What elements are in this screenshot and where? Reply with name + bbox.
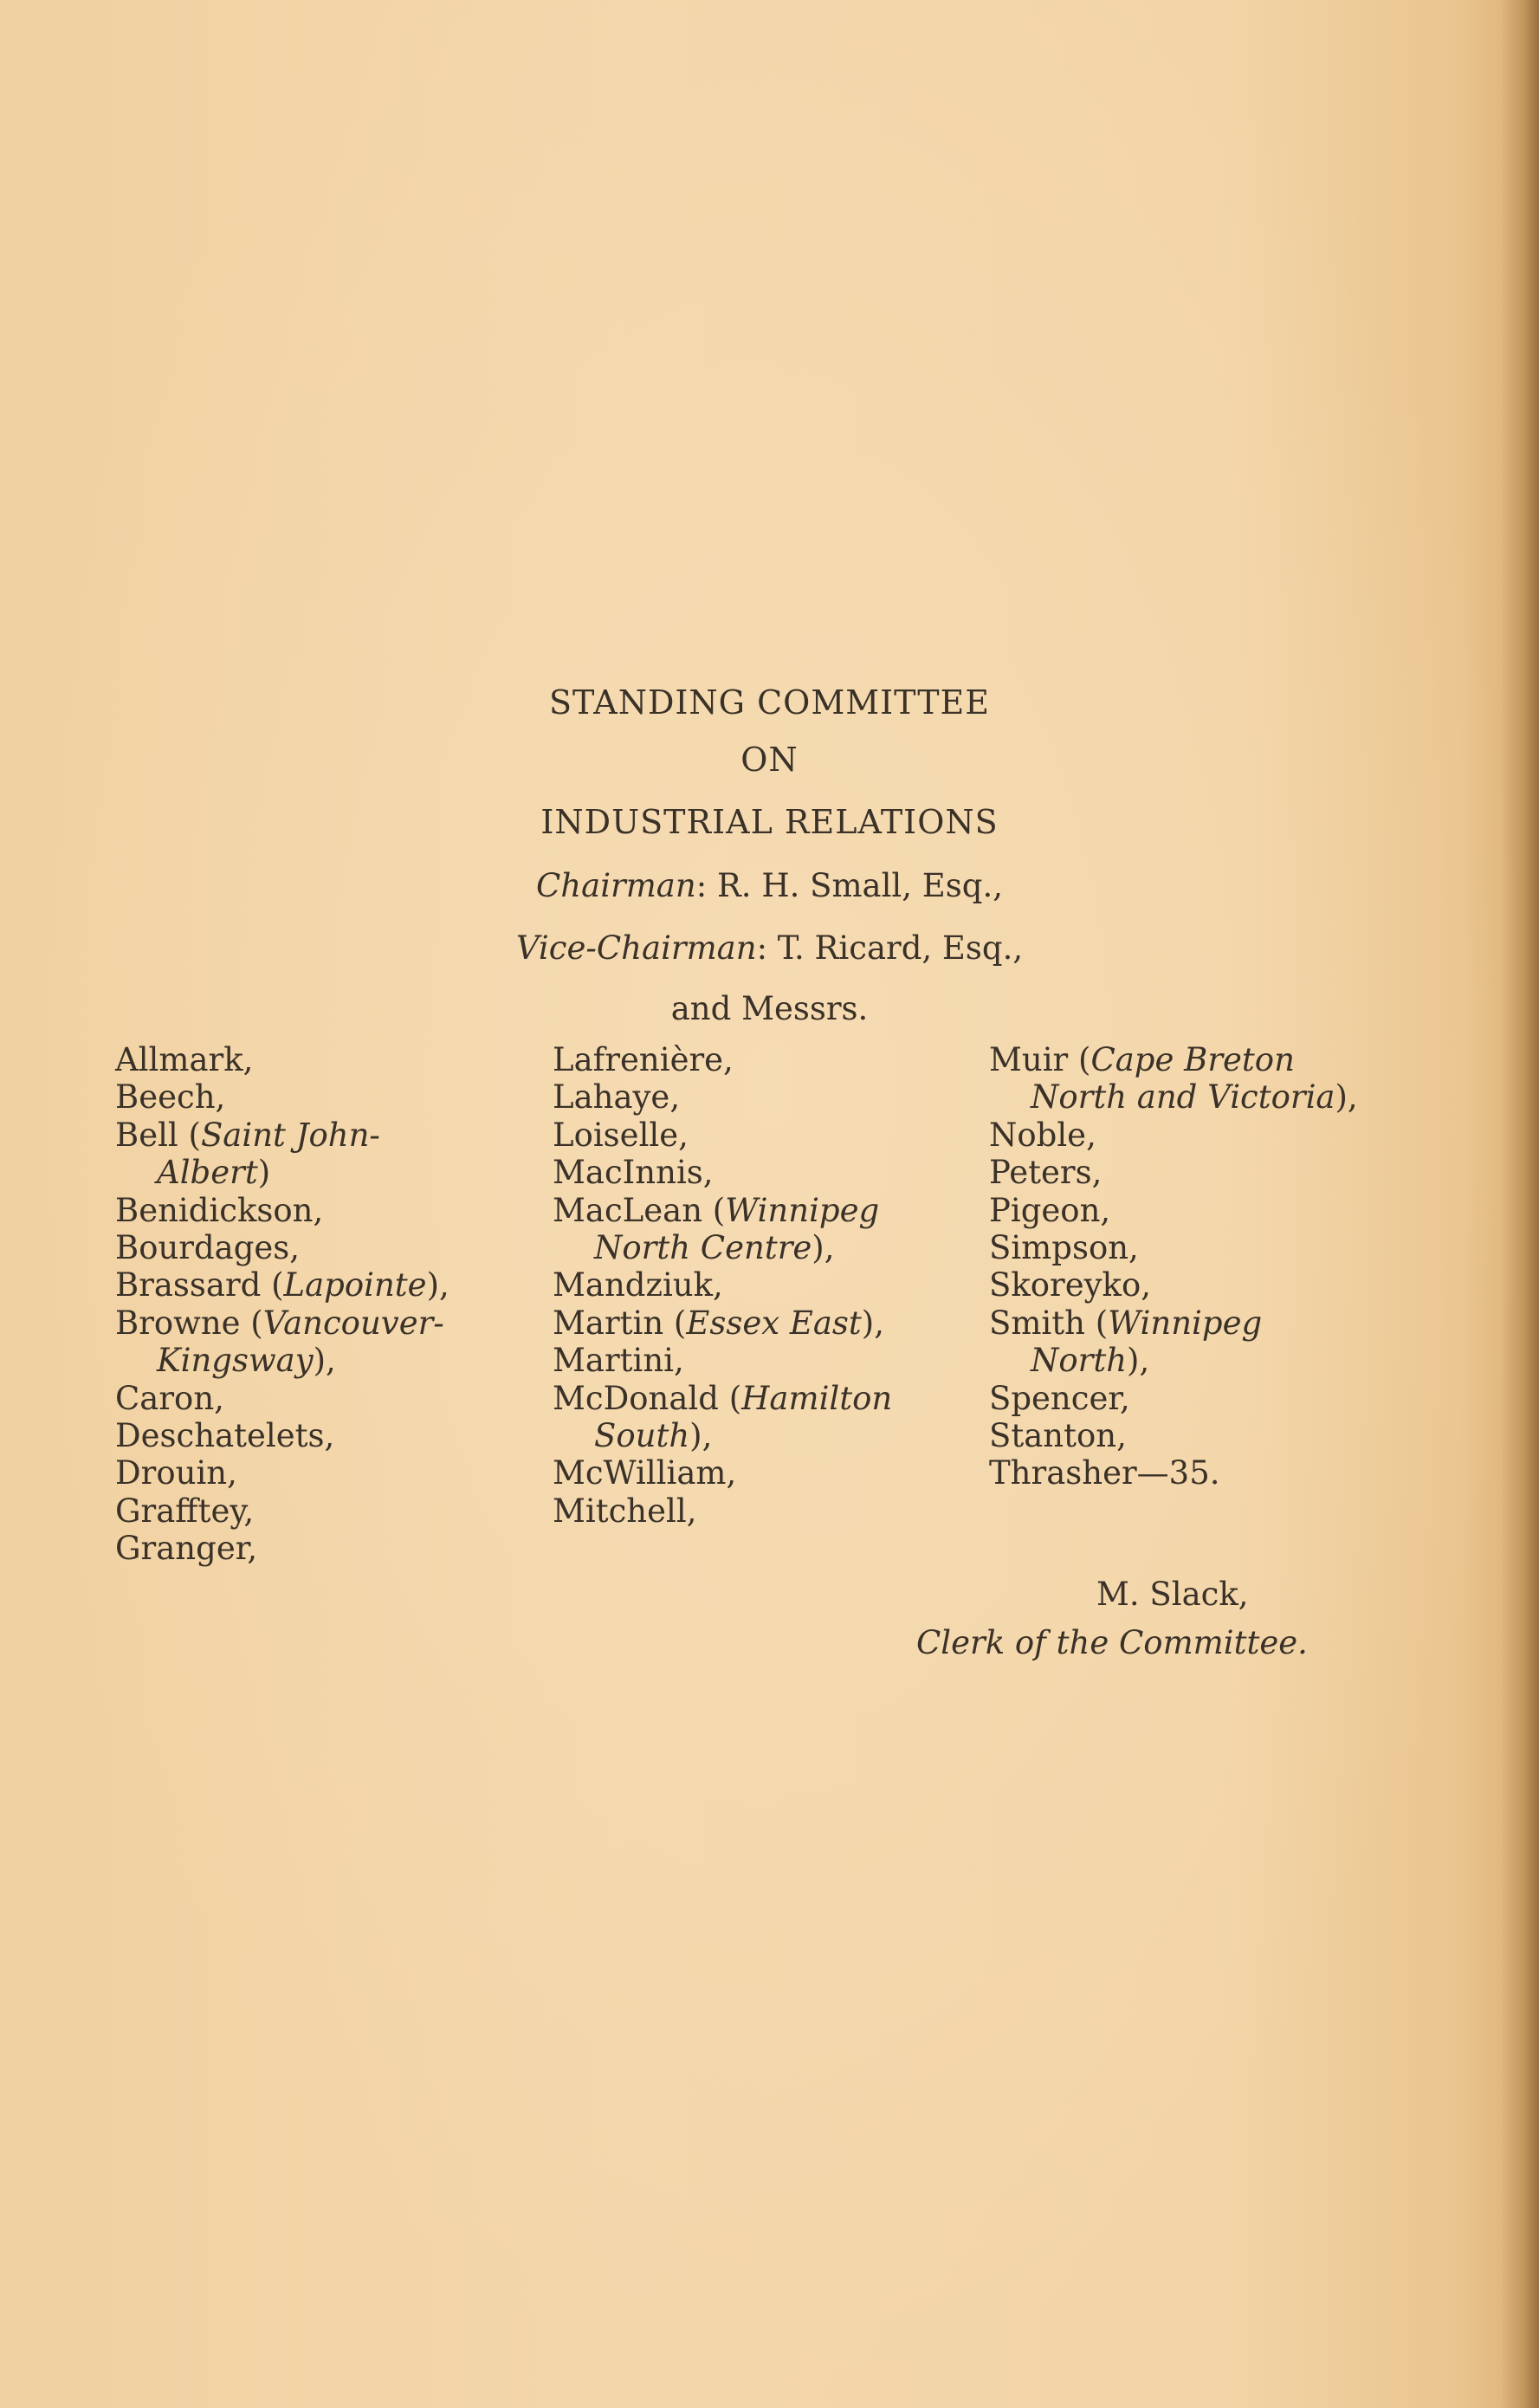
riding-name: Lapointe [283,1266,427,1304]
vice-chairman-line: Vice-Chairman: T. Ricard, Esq., [515,929,1024,967]
riding-name: Saint John- [200,1116,380,1154]
member-name: Muir (Cape Breton [989,1041,1295,1078]
member-name: Noble, [989,1116,1096,1154]
riding-name: Albert [157,1154,258,1192]
committee-title-line-3: INDUSTRIAL RELATIONS [540,803,999,841]
member-name: Benidickson, [115,1191,324,1229]
member-name-continued: Kingsway), [157,1342,336,1380]
member-name: Spencer, [989,1379,1130,1417]
member-name: Bell (Saint John- [115,1116,380,1154]
member-name: Mandziuk, [553,1266,723,1304]
clerk-name: M. Slack, [1096,1576,1249,1613]
and-messrs: and Messrs. [670,990,869,1027]
member-name: Brassard (Lapointe), [115,1266,449,1304]
member-name: McDonald (Hamilton [553,1379,893,1417]
member-name: Beech, [115,1078,226,1117]
member-name: Browne (Vancouver- [115,1304,444,1342]
member-name-continued: North), [1031,1342,1150,1380]
member-column-2 [553,1041,892,1530]
riding-name: Kingsway [157,1342,314,1380]
riding-name: North [1031,1342,1128,1380]
committee-title-line-1: STANDING COMMITTEE [548,683,991,722]
member-name: Lafrenière, [553,1041,734,1078]
member-name: Pigeon, [989,1191,1111,1229]
member-name: Simpson, [989,1229,1139,1267]
member-name: Drouin, [115,1454,237,1492]
member-name: Stanton, [989,1417,1127,1455]
chairman-name: R. H. Small, Esq., [716,867,1003,904]
member-column-1 [115,1041,449,1568]
vice-chairman-role: Vice-Chairman [515,929,757,967]
riding-name: Vancouver- [262,1304,444,1342]
member-name: Peters, [989,1154,1103,1192]
riding-name: Winnipeg [725,1191,880,1229]
member-name-continued: South), [594,1417,713,1455]
member-name: Allmark, [115,1041,254,1078]
vice-chairman-name: T. Ricard, Esq., [777,929,1024,967]
clerk-title: Clerk of the Committee. [916,1624,1308,1661]
chairman-line: Chairman: R. H. Small, Esq., [536,867,1003,904]
member-name: Skoreyko, [989,1266,1151,1304]
member-name: McWilliam, [553,1454,737,1492]
member-name: MacLean (Winnipeg [553,1191,880,1229]
member-name: Loiselle, [553,1116,689,1154]
member-name: Grafftey, [115,1492,255,1530]
page-edge-shadow [1501,0,1539,2408]
riding-name: Cape Breton [1090,1041,1295,1078]
member-name: Martin (Essex East), [553,1304,884,1342]
member-name: Deschatelets, [115,1417,335,1455]
member-name: Granger, [115,1530,258,1568]
riding-name: Hamilton [741,1379,893,1417]
riding-name: Essex East [686,1304,862,1342]
member-name-continued: North and Victoria), [1031,1078,1358,1117]
member-name: MacInnis, [553,1154,714,1192]
member-column-3 [989,1041,1358,1492]
chairman-role: Chairman [536,867,696,904]
member-name: Martini, [553,1342,684,1380]
riding-name: Winnipeg [1108,1304,1263,1342]
riding-name: North Centre [594,1229,812,1267]
riding-name: South [594,1417,690,1455]
member-name: Smith (Winnipeg [989,1304,1263,1342]
member-name: Bourdages, [115,1229,301,1267]
riding-name: North and Victoria [1031,1078,1335,1117]
member-name: Caron, [115,1379,224,1417]
member-name: Thrasher—35. [989,1454,1220,1492]
member-name: Mitchell, [553,1492,697,1530]
committee-title-line-2: ON [740,741,799,779]
member-name: Lahaye, [553,1078,681,1117]
member-name-continued: Albert) [157,1154,271,1192]
member-name-continued: North Centre), [594,1229,835,1267]
